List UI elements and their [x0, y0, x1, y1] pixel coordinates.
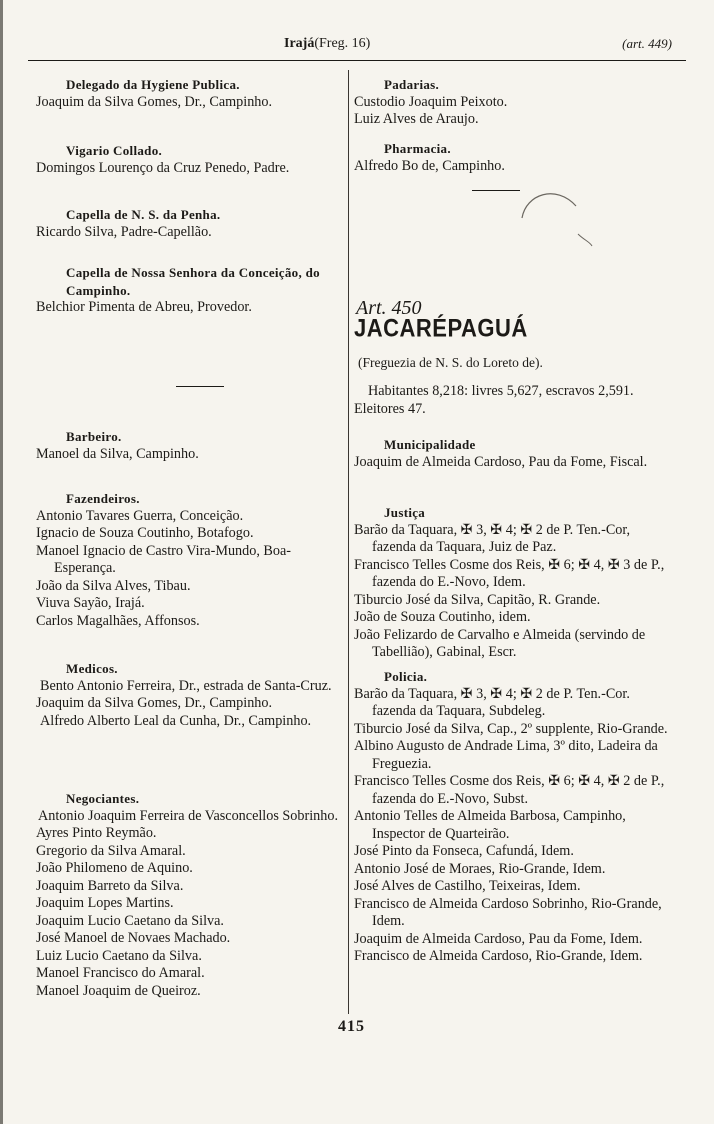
- section-heading: Capella de N. S. da Penha.: [66, 207, 221, 222]
- pencil-stroke: [522, 194, 576, 218]
- section-heading: Padarias.: [384, 77, 440, 92]
- list-item: Joaquim de Almeida Cardoso, Pau da Fome, Idem.: [354, 930, 643, 947]
- list-item: Antonio José de Moraes, Rio-Grande, Idem.: [354, 860, 606, 877]
- header-rule: [28, 60, 686, 61]
- list-item: Joaquim da Silva Gomes, Dr., Campinho.: [36, 93, 273, 110]
- list-item: Manoel da Silva, Campinho.: [36, 445, 199, 462]
- list-item: Ayres Pinto Reymão.: [36, 825, 157, 841]
- list-item: Viuva Sayão, Irajá.: [36, 595, 145, 611]
- section-heading: Vigario Collado.: [66, 143, 163, 158]
- list-item: João de Souza Coutinho, idem.: [354, 609, 531, 625]
- section-heading: Capella de Nossa Senhora da Conceição, do Campinho.: [66, 265, 320, 298]
- list-item: Antonio Tavares Guerra, Conceição.: [36, 507, 244, 524]
- list-item: Belchior Pimenta de Abreu, Provedor.: [36, 299, 252, 315]
- list-item: Gregorio da Silva Amaral.: [36, 842, 186, 859]
- list-item: Manoel Ignacio de Castro Vira-Mundo, Boa-Esperança.: [36, 542, 291, 576]
- list-item: Joaquim Barreto da Silva.: [36, 877, 184, 894]
- list-item: Manoel Francisco do Amaral.: [36, 965, 205, 981]
- section-pharmacia: [354, 140, 674, 175]
- list-item: João da Silva Alves, Tibau.: [36, 577, 191, 594]
- parish-subtitle: (Freguezia de N. S. do Loreto de).: [358, 354, 543, 370]
- list-item: Luiz Alves de Araujo.: [354, 111, 479, 127]
- list-item: Alfredo Alberto Leal da Cunha, Dr., Campinho.: [40, 712, 312, 729]
- population-stats: Habitantes 8,218: livres 5,627, escravos 2,591. Eleitores 47.: [354, 383, 634, 417]
- list-item: José Pinto da Fonseca, Cafundá, Idem.: [354, 843, 574, 859]
- section-medicos: [36, 660, 344, 730]
- list-item: Alfredo Bo de, Campinho.: [354, 157, 505, 174]
- list-item: Joaquim da Silva Gomes, Dr., Campinho.: [36, 695, 273, 711]
- section-heading: Municipalidade: [384, 437, 476, 452]
- parish-title: JACARÉPAGUÁ: [354, 312, 528, 342]
- list-item: Francisco Telles Cosme dos Reis, ✠ 6; ✠ 4, ✠ 3 de P., fazenda do E.-Novo, Idem.: [354, 556, 665, 590]
- section-hygiene: [36, 76, 344, 111]
- section-heading: Barbeiro.: [66, 429, 122, 444]
- list-item: Joaquim Lucio Caetano da Silva.: [36, 912, 224, 929]
- running-head: [284, 36, 370, 52]
- section-heading: Justiça: [384, 505, 426, 520]
- list-item: Tiburcio José da Silva, Cap., 2º supplente, Rio-Grande.: [354, 720, 668, 737]
- article-number: Art. 450: [356, 297, 422, 319]
- list-item: João Philomeno de Aquino.: [36, 860, 193, 876]
- section-negociantes: [36, 790, 344, 1000]
- list-item: Joaquim de Almeida Cardoso, Pau da Fome, Fiscal.: [354, 453, 648, 470]
- list-item: Bento Antonio Ferreira, Dr., estrada de Santa-Cruz.: [40, 677, 332, 694]
- list-item: Francisco Telles Cosme dos Reis, ✠ 6; ✠ 4, ✠ 2 de P., fazenda do E.-Novo, Subst.: [354, 773, 665, 807]
- list-item: Ignacio de Souza Coutinho, Botafogo.: [36, 525, 254, 541]
- page-header: [40, 36, 680, 58]
- section-heading: Fazendeiros.: [66, 491, 140, 506]
- list-item: Francisco de Almeida Cardoso, Rio-Grande, Idem.: [354, 948, 643, 964]
- list-item: Tiburcio José da Silva, Capitão, R. Grande.: [354, 591, 601, 608]
- list-item: Barão da Taquara, ✠ 3, ✠ 4; ✠ 2 de P. Ten.-Cor. fazenda da Taquara, Subdeleg.: [354, 685, 630, 719]
- parish-name: Irajá: [284, 36, 315, 51]
- parish-ref: (Freg. 16): [314, 36, 371, 51]
- list-item: João Felizardo de Carvalho e Almeida (servindo de Tabellião), Gabinal, Escr.: [354, 626, 646, 660]
- pencil-mark: [516, 184, 596, 254]
- article-ref: (art. 449): [622, 36, 672, 51]
- section-vigario: [36, 142, 344, 177]
- section-justica: [354, 504, 674, 662]
- section-capella-penha: [36, 206, 344, 241]
- section-fazendeiros: [36, 490, 344, 630]
- list-item: Barão da Taquara, ✠ 3, ✠ 4; ✠ 2 de P. Ten.-Cor, fazenda da Taquara, Juiz de Paz.: [354, 521, 631, 555]
- list-item: Domingos Lourenço da Cruz Penedo, Padre.: [36, 159, 290, 176]
- section-policia: [354, 668, 674, 966]
- list-item: Albino Augusto de Andrade Lima, 3º dito, Ladeira da Freguezia.: [354, 738, 658, 772]
- section-municipalidade: [354, 436, 674, 471]
- page-number: 415: [338, 1018, 365, 1035]
- list-item: Custodio Joaquim Peixoto.: [354, 93, 508, 110]
- section-capella-campinho: [36, 264, 344, 317]
- list-item: Manoel Joaquim de Queiroz.: [36, 982, 201, 999]
- section-barbeiro: [36, 428, 344, 463]
- list-item: Carlos Magalhães, Affonsos.: [36, 612, 200, 629]
- list-item: Antonio Telles de Almeida Barbosa, Campinho, Inspector de Quarteirão.: [354, 808, 626, 842]
- list-item: Antonio Joaquim Ferreira de Vasconcellos Sobrinho.: [38, 807, 338, 824]
- section-padarias: [354, 76, 674, 129]
- list-item: Joaquim Lopes Martins.: [36, 895, 174, 911]
- section-heading: Medicos.: [66, 661, 118, 676]
- list-item: Ricardo Silva, Padre-Capellão.: [36, 223, 212, 240]
- pencil-stroke: [578, 234, 592, 246]
- article-450: [354, 297, 674, 418]
- list-item: Francisco de Almeida Cardoso Sobrinho, Rio-Grande, Idem.: [354, 895, 662, 929]
- list-item: José Manoel de Novaes Machado.: [36, 930, 231, 946]
- page-left-edge: [0, 0, 3, 1124]
- list-item: José Alves de Castilho, Teixeiras, Idem.: [354, 878, 581, 894]
- section-heading: Negociantes.: [66, 791, 140, 806]
- section-rule: [176, 386, 224, 387]
- section-heading: Delegado da Hygiene Publica.: [66, 77, 240, 92]
- section-rule: [472, 190, 520, 191]
- list-item: Luiz Lucio Caetano da Silva.: [36, 947, 202, 964]
- section-heading: Pharmacia.: [384, 141, 451, 156]
- section-heading: Policia.: [384, 669, 428, 684]
- column-divider: [348, 70, 349, 1014]
